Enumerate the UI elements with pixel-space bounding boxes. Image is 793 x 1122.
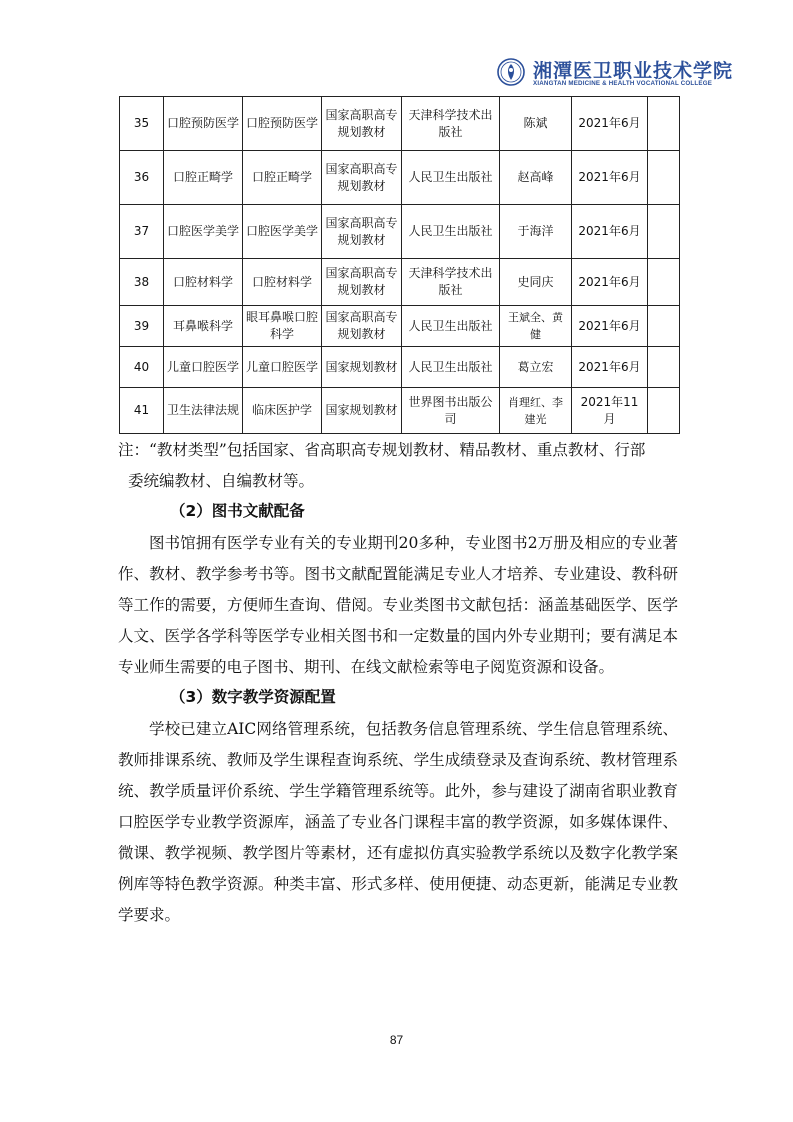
page-number: 87	[389, 1033, 404, 1047]
cell-textbook-type: 国家高职高专规划教材	[322, 306, 402, 347]
cell-publisher: 人民卫生出版社	[402, 151, 500, 205]
cell-publisher: 世界图书出版公司	[402, 388, 500, 434]
cell-author: 于海洋	[500, 205, 572, 259]
note-line-2: 委统编教材、自编教材等。	[128, 472, 315, 490]
cell-remark	[648, 151, 680, 205]
cell-course-name: 口腔医学美学	[164, 205, 243, 259]
cell-row-number: 39	[120, 306, 164, 347]
cell-remark	[648, 306, 680, 347]
cell-textbook-type: 国家高职高专规划教材	[322, 259, 402, 306]
cell-publish-date: 2021年6月	[572, 259, 648, 306]
cell-remark	[648, 347, 680, 388]
table-row	[120, 151, 680, 205]
cell-row-number: 36	[120, 151, 164, 205]
cell-publish-date: 2021年6月	[572, 97, 648, 151]
cell-textbook-name: 口腔预防医学	[243, 97, 322, 151]
cell-author: 赵高峰	[500, 151, 572, 205]
cell-row-number: 37	[120, 205, 164, 259]
cell-textbook-name: 眼耳鼻喉口腔科学	[243, 306, 322, 347]
cell-course-name: 口腔预防医学	[164, 97, 243, 151]
cell-remark	[648, 388, 680, 434]
cell-course-name: 口腔材料学	[164, 259, 243, 306]
cell-textbook-name: 口腔医学美学	[243, 205, 322, 259]
cell-course-name: 口腔正畸学	[164, 151, 243, 205]
cell-row-number: 41	[120, 388, 164, 434]
section-heading-library: （2）图书文献配备	[170, 502, 305, 520]
note-line-1: 注：“教材类型”包括国家、省高职高专规划教材、精品教材、重点教材、行部	[118, 441, 646, 459]
school-emblem-icon	[497, 58, 525, 86]
textbook-table	[119, 96, 680, 434]
school-name-cn: 湘潭医卫职业技术学院	[533, 60, 734, 82]
cell-publisher: 天津科学技术出版社	[402, 259, 500, 306]
cell-textbook-type: 国家高职高专规划教材	[322, 97, 402, 151]
cell-remark	[648, 259, 680, 306]
section-body-library: 图书馆拥有医学专业有关的专业期刊20多种，专业图书2万册及相应的专业著作、教材、教学参考书等。图书文献配置能满足专业人才培养、专业建设、教科研等工作的需要，方便师生查询、借阅。专业类图书文献包括：涵盖基础医学、医学人文、医学各学科等医学专业相关图书和一定数量的国内外专业期刊；要有满足本专业师生需要的电子图书、期刊、在线文献检索等电子阅览资源和设备。	[118, 534, 678, 676]
cell-author: 葛立宏	[500, 347, 572, 388]
cell-remark	[648, 205, 680, 259]
section-heading-digital: （3）数字教学资源配置	[170, 688, 336, 706]
cell-publisher: 人民卫生出版社	[402, 347, 500, 388]
cell-textbook-type: 国家规划教材	[322, 388, 402, 434]
cell-course-name: 耳鼻喉科学	[164, 306, 243, 347]
cell-publisher: 人民卫生出版社	[402, 205, 500, 259]
table-row	[120, 259, 680, 306]
cell-row-number: 40	[120, 347, 164, 388]
cell-textbook-name: 儿童口腔医学	[243, 347, 322, 388]
cell-textbook-type: 国家高职高专规划教材	[322, 151, 402, 205]
cell-author: 陈斌	[500, 97, 572, 151]
table-row	[120, 388, 680, 434]
school-logo	[497, 58, 734, 92]
table-row	[120, 97, 680, 151]
school-name-en: XIANGTAN MEDICINE & HEALTH VOCATIONAL COLLEGE	[533, 80, 713, 87]
cell-publish-date: 2021年11月	[572, 388, 648, 434]
cell-author: 王斌全、黄健	[500, 306, 572, 347]
table-row	[120, 306, 680, 347]
cell-textbook-type: 国家规划教材	[322, 347, 402, 388]
cell-publisher: 天津科学技术出版社	[402, 97, 500, 151]
table-note	[118, 435, 678, 497]
cell-textbook-name: 口腔材料学	[243, 259, 322, 306]
cell-publish-date: 2021年6月	[572, 347, 648, 388]
cell-publish-date: 2021年6月	[572, 205, 648, 259]
cell-row-number: 38	[120, 259, 164, 306]
section-body-digital: 学校已建立AIC网络管理系统，包括教务信息管理系统、学生信息管理系统、教师排课系统、教师及学生课程查询系统、学生成绩登录及查询系统、教材管理系统、教学质量评价系统、学生学籍管理系统等。此外，参与建设了湖南省职业教育口腔医学专业教学资源库，涵盖了专业各门课程丰富的教学资源，如多媒体课件、微课、教学视频、教学图片等素材，还有虚拟仿真实验教学系统以及数字化教学案例库等特色教学资源。种类丰富、形式多样、使用便捷、动态更新，能满足专业教学要求。	[118, 720, 678, 924]
cell-course-name: 卫生法律法规	[164, 388, 243, 434]
cell-publish-date: 2021年6月	[572, 306, 648, 347]
cell-textbook-type: 国家高职高专规划教材	[322, 205, 402, 259]
cell-textbook-name: 临床医护学	[243, 388, 322, 434]
cell-publish-date: 2021年6月	[572, 151, 648, 205]
cell-author: 史同庆	[500, 259, 572, 306]
cell-author: 肖理红、李建光	[500, 388, 572, 434]
cell-publisher: 人民卫生出版社	[402, 306, 500, 347]
table-row	[120, 347, 680, 388]
cell-course-name: 儿童口腔医学	[164, 347, 243, 388]
cell-remark	[648, 97, 680, 151]
cell-textbook-name: 口腔正畸学	[243, 151, 322, 205]
cell-row-number: 35	[120, 97, 164, 151]
table-row	[120, 205, 680, 259]
